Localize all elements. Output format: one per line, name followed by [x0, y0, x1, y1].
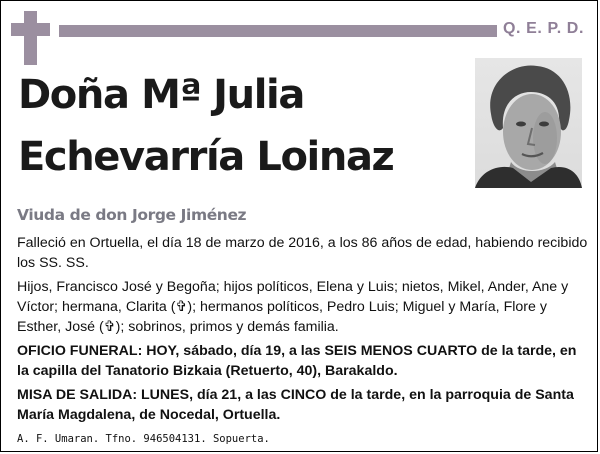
- death-notice-paragraph: Falleció en Ortuella, el día 18 de marzo de 2016, a los 86 años de edad, habiendo recibido los SS. SS.: [17, 235, 588, 271]
- cross-icon: [24, 11, 37, 65]
- mass-paragraph: MISA DE SALIDA: LUNES, día 21, a las CINCO de la tarde, en la parroquia de Santa María Magdalena, de Nocedal, Ortuella.: [17, 387, 574, 423]
- family-paragraph: Hijos, Francisco José y Begoña; hijos políticos, Elena y Luis; nietos, Mikel, Ander, Ane y Víctor; hermana, Clarita (✞); hermanos políticos, Pedro Luis; Miguel y María, Flore y Esther, José (✞); sobrinos, primos y demás familia.: [17, 279, 569, 335]
- cross-icon-arm: [11, 23, 50, 36]
- funeral-paragraph: OFICIO FUNERAL: HOY, sábado, día 19, a las SEIS MENOS CUARTO de la tarde, en la capilla del Tanatorio Bizkaia (Retuerto, 40), Barakaldo.: [17, 343, 577, 379]
- portrait-photo-drawing: [475, 58, 582, 188]
- footer-credit: A. F. Umaran. Tfno. 946504131. Sopuerta.: [17, 433, 270, 445]
- name-line-2: Echevarría Loinaz: [18, 134, 394, 180]
- portrait-photo: [475, 58, 582, 188]
- subtitle: Viuda de don Jorge Jiménez: [17, 206, 247, 224]
- name-line-1: Doña Mª Julia: [18, 72, 304, 118]
- header-bar: [59, 25, 497, 37]
- qepd-label: Q. E. P. D.: [503, 20, 584, 37]
